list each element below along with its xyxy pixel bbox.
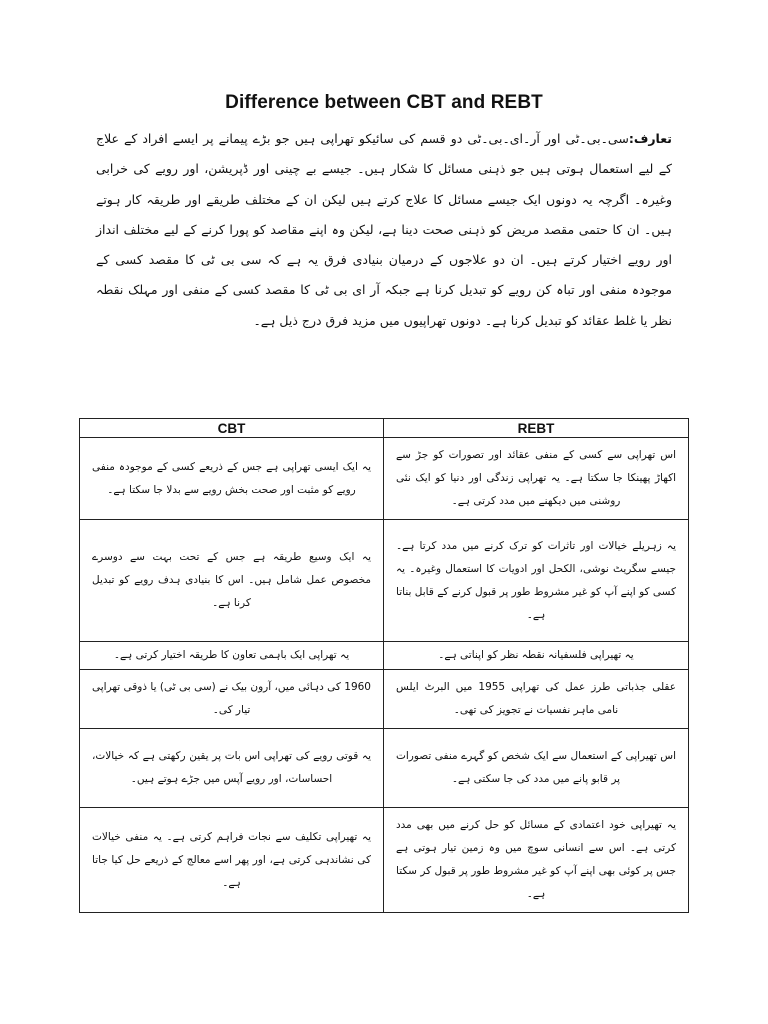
cbt-cell: یہ تھراپی ایک باہمی تعاون کا طریقہ اختیار کرتی ہے۔	[80, 642, 384, 670]
table-row	[80, 642, 689, 670]
comparison-table	[79, 418, 689, 913]
cbt-cell: یہ ایک وسیع طریقہ ہے جس کے تحت بہت سے دوسرے مخصوص عمل شامل ہیں۔ اس کا بنیادی ہدف رویے کو تبدیل کرنا ہے۔	[80, 520, 384, 642]
cbt-cell: یہ قوتی رویے کی تھراپی اس بات پر یقین رکھتی ہے کہ خیالات، احساسات، اور رویے آپس میں جڑے ہوتے ہیں۔	[80, 729, 384, 808]
rebt-cell: یہ تھیراپی خود اعتمادی کے مسائل کو حل کرنے میں بھی مدد کرتی ہے۔ اس سے انسانی سوچ میں وہ زمین تیار ہوتی ہے جس پر کوئی بھی اپنے آپ کو غیر مشروط طور پر قبول کر سکتا ہے۔	[384, 808, 689, 913]
intro-body: سی۔بی۔ٹی اور آر۔ای۔بی۔ٹی دو قسم کی سائیکو تھراپی ہیں جو بڑے پیمانے پر ایسے افراد کے علاج کے لیے استعمال ہوتی ہیں جو ذہنی مسائل کا شکار ہیں۔ جیسے بے چینی اور ڈپریشن، اور رویے کی خرابی وغیرہ۔ اگرچہ یہ دونوں ایک جیسے مسائل کا علاج کرتے ہیں لیکن ان کے مختلف طریقے اور طریقہ کار ہوتے ہیں۔ ان کا حتمی مقصد مریض کو ذہنی صحت دینا ہے، لیکن وہ اپنے مقاصد کو پورا کرنے کے لیے مختلف انداز اور رویے اختیار کرتے ہیں۔ ان دو علاجوں کے درمیان بنیادی فرق یہ ہے کہ سی بی ٹی کا مقصد کسی کے موجودہ منفی اور تباہ کن رویے کو تبدیل کرنا ہے جبکہ آر ای بی ٹی کا مقصد کسی کے منفی اور مہلک نقطہ نظر یا غلط عقائد کو تبدیل کرنا ہے۔ دونوں تھراپیوں میں مزید فرق درج ذیل ہے۔	[96, 131, 672, 328]
rebt-cell: اس تھراپی سے کسی کے منفی عقائد اور تصورات کو جڑ سے اکھاڑ پھینکا جا سکتا ہے۔ یہ تھراپی زندگی اور دنیا کو ایک نئی روشنی میں دیکھنے میں مدد کرتی ہے۔	[384, 438, 689, 520]
cbt-cell: یہ ایک ایسی تھراپی ہے جس کے ذریعے کسی کے موجودہ منفی رویے کو مثبت اور صحت بخش رویے سے بدلا جا سکتا ہے۔	[80, 438, 384, 520]
intro-paragraph	[96, 124, 672, 336]
rebt-cell: اس تھیراپی کے استعمال سے ایک شخص کو گہرے منفی تصورات پر قابو پانے میں مدد کی جا سکتی ہے۔	[384, 729, 689, 808]
table-row	[80, 438, 689, 520]
table-header-row	[80, 419, 689, 438]
cbt-cell: یہ تھیراپی تکلیف سے نجات فراہم کرتی ہے۔ یہ منفی خیالات کی نشاندہی کرتی ہے، اور پھر اسے معالج کے ذریعے حل کیا جاتا ہے۔	[80, 808, 384, 913]
rebt-cell: یہ زہریلے خیالات اور تاثرات کو ترک کرنے میں مدد کرتا ہے۔ جیسے سگریٹ نوشی، الکحل اور ادویات کا استعمال وغیرہ۔ یہ کسی کو اپنے آپ کو غیر مشروط طور پر قبول کرنے کے قابل بناتا ہے۔	[384, 520, 689, 642]
document-title: Difference between CBT and REBT	[225, 92, 543, 113]
header-cbt: CBT	[80, 419, 384, 438]
intro-lead: تعارف:	[628, 131, 672, 146]
table-row	[80, 670, 689, 729]
table-row	[80, 520, 689, 642]
rebt-cell: عقلی جذباتی طرز عمل کی تھراپی 1955 میں البرٹ ایلس نامی ماہر نفسیات نے تجویز کی تھی۔	[384, 670, 689, 729]
header-rebt: REBT	[384, 419, 689, 438]
rebt-cell: یہ تھیراپی فلسفیانہ نقطہ نظر کو اپناتی ہے۔	[384, 642, 689, 670]
table-row	[80, 729, 689, 808]
cbt-cell: 1960 کی دہائی میں، آرون بیک نے (سی بی ٹی) یا ذوقی تھراپی تیار کی۔	[80, 670, 384, 729]
table-row	[80, 808, 689, 913]
